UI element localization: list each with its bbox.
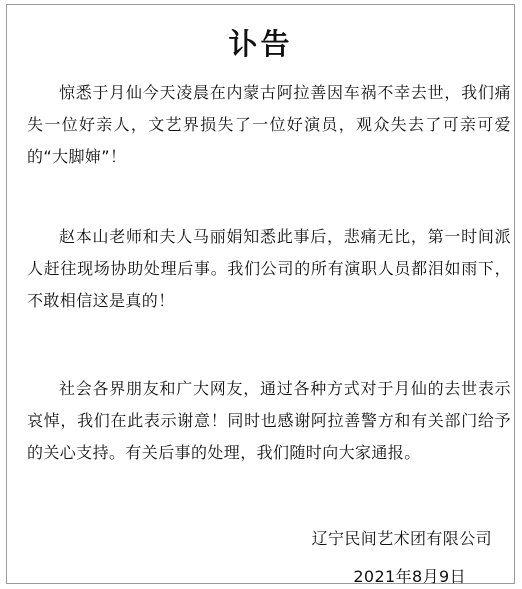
notice-document xyxy=(6,4,515,584)
notice-date: 2021年8月9日 xyxy=(353,567,466,586)
paragraph-thanks: 社会各界朋友和广大网友，通过各种方式对于月仙的去世表示哀悼，我们在此表示谢意！同时也感谢阿拉善警方和有关部门给予的关心支持。有关后事的处理，我们随时向大家通报。 xyxy=(27,379,511,462)
paragraph-announcement: 惊悉于月仙今天凌晨在内蒙古阿拉善因车祸不幸去世，我们痛失一位好亲人，文艺界损失了一位好演员，观众失去了可亲可爱的“大脚婶”！ xyxy=(27,83,511,166)
notice-title: 讣告 xyxy=(228,27,293,61)
paragraph-response: 赵本山老师和夫人马丽娟知悉此事后，悲痛无比，第一时间派人赶往现场协助处理后事。我们公司的所有演职人员都泪如雨下，不敢相信这是真的！ xyxy=(27,227,511,310)
signature-organization: 辽宁民间艺术团有限公司 xyxy=(311,529,492,548)
